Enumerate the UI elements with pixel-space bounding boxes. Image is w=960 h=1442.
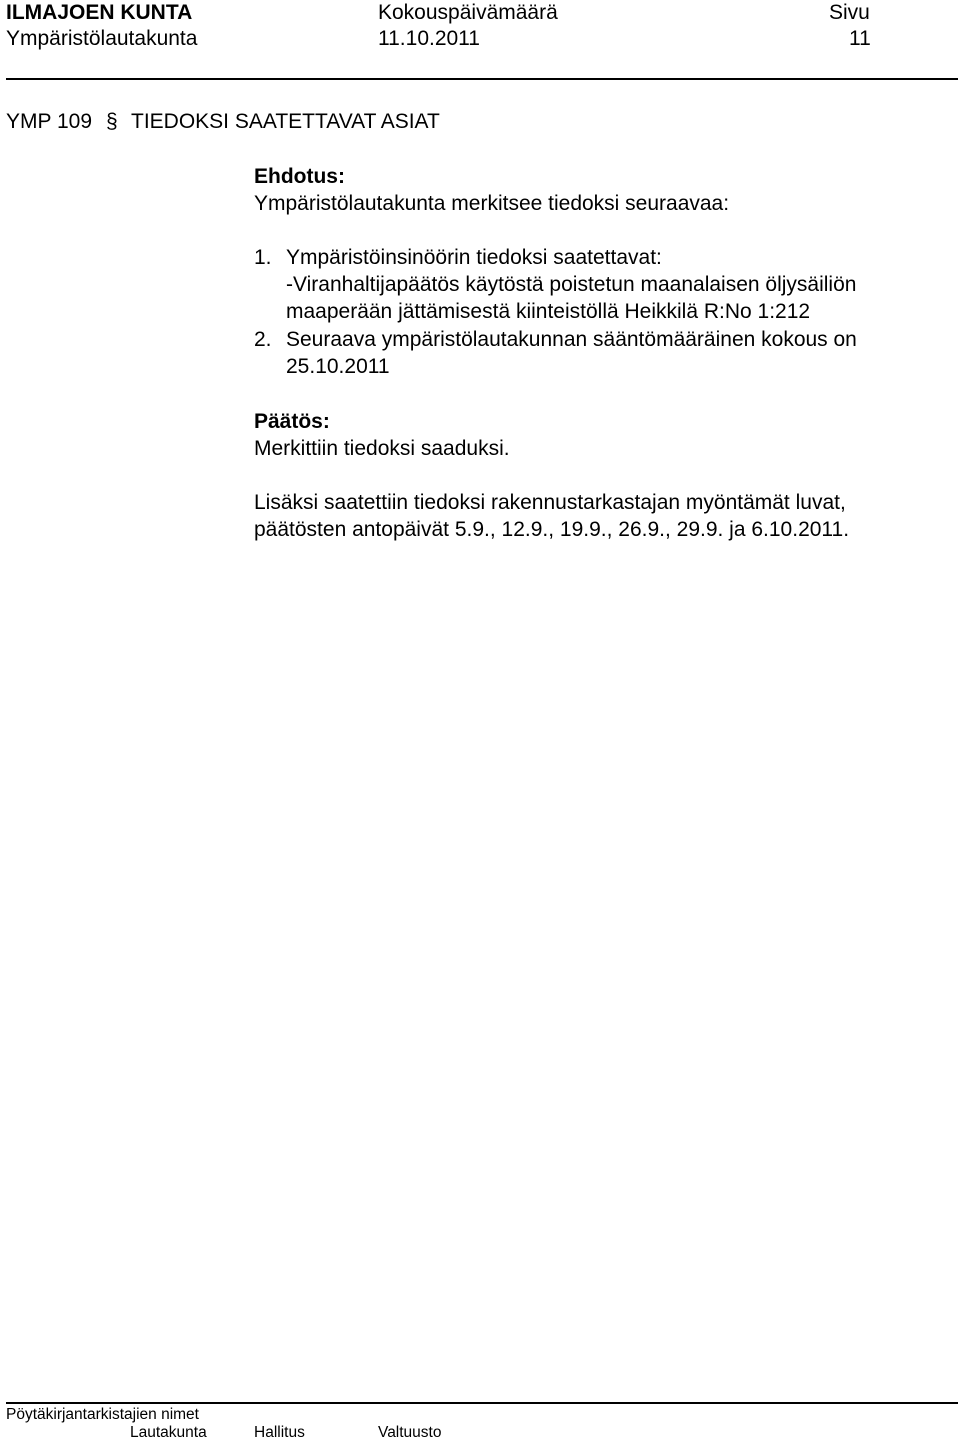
item-2-line-1: Seuraava ympäristölautakunnan sääntömääräinen kokous on (286, 328, 857, 351)
meeting-date-label: Kokouspäivämäärä (378, 1, 558, 24)
page-label: Sivu (829, 1, 870, 24)
page-number: 11 (849, 27, 871, 50)
section-title: TIEDOKSI SAATETTAVAT ASIAT (131, 110, 440, 133)
header-divider (6, 78, 958, 80)
item-1-number: 1. (254, 246, 272, 269)
proposal-intro: Ympäristölautakunta merkitsee tiedoksi seuraavaa: (254, 192, 730, 215)
item-2-line-2: 25.10.2011 (286, 355, 390, 378)
footer-col-hallitus: Hallitus (254, 1424, 305, 1441)
decision-text: Merkittiin tiedoksi saaduksi. (254, 437, 510, 460)
board-name: Ympäristölautakunta (6, 27, 198, 50)
decision-heading: Päätös: (254, 410, 330, 433)
item-1-line-1: Ympäristöinsinöörin tiedoksi saatettavat: (286, 246, 662, 269)
item-2-number: 2. (254, 328, 272, 351)
decision-extra-line-2: päätösten antopäivät 5.9., 12.9., 19.9., 26.9., 29.9. ja 6.10.2011. (254, 518, 850, 541)
checkers-label: Pöytäkirjantarkistajien nimet (6, 1406, 199, 1423)
item-1-line-2: -Viranhaltijapäätös käytöstä poistetun maanalaisen öljysäiliön (286, 273, 857, 296)
municipality-name: ILMAJOEN KUNTA (6, 1, 193, 24)
paragraph-sign: § (106, 110, 118, 133)
decision-extra-line-1: Lisäksi saatettiin tiedoksi rakennustarkastajan myöntämät luvat, (254, 491, 846, 514)
proposal-heading: Ehdotus: (254, 165, 345, 188)
meeting-date: 11.10.2011 (378, 27, 480, 50)
section-number: YMP 109 (6, 110, 92, 133)
footer-divider (6, 1402, 958, 1404)
footer-col-valtuusto: Valtuusto (378, 1424, 442, 1441)
item-1-line-3: maaperään jättämisestä kiinteistöllä Heikkilä R:No 1:212 (286, 300, 811, 323)
footer-col-lautakunta: Lautakunta (130, 1424, 207, 1441)
